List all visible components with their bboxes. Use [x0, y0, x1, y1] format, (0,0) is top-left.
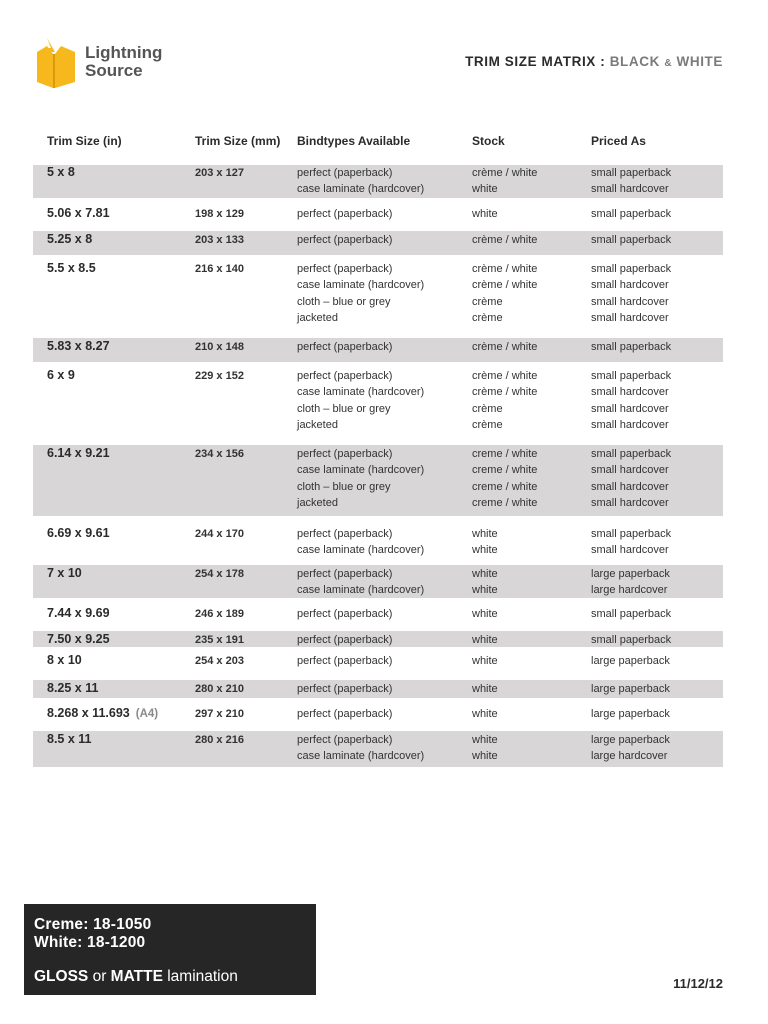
priced-as-cell	[591, 732, 670, 765]
priced-as-value: small hardcover	[591, 402, 669, 415]
priced-as-value: small hardcover	[591, 279, 669, 292]
table-row	[33, 255, 723, 338]
bindtype-value: perfect (paperback)	[297, 167, 393, 179]
bindtype-value: case laminate (hardcover)	[297, 464, 425, 477]
stock-value: creme / white	[472, 497, 538, 510]
logo-line-1: Lightning	[85, 43, 163, 62]
bindtype-value: perfect (paperback)	[297, 608, 393, 620]
table-row	[33, 231, 723, 255]
bindtype-value: perfect (paperback)	[297, 528, 393, 540]
trim-size-mm: 229 x 152	[195, 370, 244, 382]
matte-label: MATTE	[110, 968, 163, 985]
trim-size-in	[47, 680, 98, 696]
stock-value: crème	[472, 402, 503, 415]
trim-size-in	[47, 338, 110, 354]
priced-as-value: large hardcover	[591, 584, 668, 597]
document-date: 11/12/12	[673, 976, 723, 991]
title-amp: &	[664, 58, 673, 69]
stock-value: white	[472, 183, 498, 196]
trim-size-table	[33, 132, 723, 767]
trim-size-in	[47, 605, 110, 621]
trim-size-in	[47, 260, 96, 276]
stock-value: crème / white	[472, 167, 538, 179]
bindtype-cell	[297, 706, 392, 722]
bindtype-value: perfect (paperback)	[297, 683, 393, 695]
trim-size-mm: 297 x 210	[195, 708, 244, 720]
title-black: BLACK	[609, 54, 660, 69]
bindtype-value: perfect (paperback)	[297, 655, 393, 667]
logo-wordmark	[85, 44, 162, 80]
table-row	[33, 698, 723, 731]
trim-size-in-value: 6.14 x 9.21	[47, 446, 110, 460]
trim-size-in	[47, 205, 110, 221]
bindtype-cell	[297, 732, 424, 765]
table-row	[33, 647, 723, 680]
priced-as-value: small hardcover	[591, 386, 669, 399]
lightning-source-logo	[33, 36, 173, 90]
stock-info-box	[24, 904, 316, 995]
trim-size-mm: 254 x 203	[195, 655, 244, 667]
stock-value: white	[472, 528, 498, 540]
trim-size-in	[47, 367, 75, 383]
stock-cell	[472, 261, 537, 327]
bindtype-value: jacketed	[297, 497, 338, 510]
bindtype-value: perfect (paperback)	[297, 208, 393, 220]
column-header-trim-in: Trim Size (in)	[47, 134, 122, 148]
priced-as-value: small hardcover	[591, 419, 669, 432]
stock-value: white	[472, 568, 498, 580]
table-row	[33, 565, 723, 598]
bindtype-value: perfect (paperback)	[297, 370, 393, 382]
trim-size-mm: 280 x 210	[195, 683, 244, 695]
stock-cell	[472, 446, 537, 512]
trim-size-mm: 234 x 156	[195, 448, 244, 460]
table-row	[33, 516, 723, 565]
bindtype-cell	[297, 526, 424, 559]
priced-as-value: small hardcover	[591, 183, 669, 196]
bindtype-value: case laminate (hardcover)	[297, 584, 425, 597]
stock-value: white	[472, 708, 498, 720]
bindtype-value: perfect (paperback)	[297, 568, 393, 580]
priced-as-value: large paperback	[591, 655, 670, 667]
trim-size-in	[47, 525, 110, 541]
trim-size-in	[47, 231, 92, 247]
bindtype-value: perfect (paperback)	[297, 708, 393, 720]
priced-as-value: small hardcover	[591, 480, 669, 493]
priced-as-cell	[591, 566, 670, 599]
bindtype-cell	[297, 653, 392, 669]
trim-size-in-value: 7.44 x 9.69	[47, 606, 110, 620]
priced-as-cell	[591, 261, 671, 327]
priced-as-cell	[591, 526, 671, 559]
priced-as-value: small hardcover	[591, 464, 669, 477]
priced-as-value: small paperback	[591, 167, 672, 179]
trim-size-mm: 198 x 129	[195, 208, 244, 220]
stock-cell	[472, 232, 537, 248]
stock-value: creme / white	[472, 480, 538, 493]
lamination-note	[34, 968, 306, 986]
bindtype-value: case laminate (hardcover)	[297, 544, 425, 557]
trim-size-in-value: 5 x 8	[47, 165, 75, 179]
creme-code: Creme: 18-1050	[34, 916, 152, 933]
trim-size-in-value: 8 x 10	[47, 653, 82, 667]
bindtype-value: perfect (paperback)	[297, 634, 393, 646]
priced-as-value: large hardcover	[591, 750, 668, 763]
stock-cell	[472, 566, 498, 599]
table-row	[33, 598, 723, 631]
bindtype-cell	[297, 681, 392, 697]
bindtype-value: cloth – blue or grey	[297, 480, 391, 493]
trim-size-in-value: 5.06 x 7.81	[47, 206, 110, 220]
priced-as-cell	[591, 706, 670, 722]
trim-size-in-value: 6.69 x 9.61	[47, 526, 110, 540]
table-row	[33, 445, 723, 516]
priced-as-cell	[591, 606, 671, 622]
stock-cell	[472, 368, 537, 434]
priced-as-value: small hardcover	[591, 544, 669, 557]
bindtype-cell	[297, 446, 424, 512]
gloss-label: GLOSS	[34, 968, 89, 985]
stock-value: creme / white	[472, 448, 538, 460]
stock-cell	[472, 206, 498, 222]
trim-size-in-value: 5.25 x 8	[47, 232, 93, 246]
priced-as-value: small paperback	[591, 370, 672, 382]
priced-as-value: small paperback	[591, 263, 672, 275]
logo-line-2: Source	[85, 61, 143, 80]
trim-size-in	[47, 445, 110, 461]
trim-size-mm: 246 x 189	[195, 608, 244, 620]
priced-as-value: small paperback	[591, 208, 672, 220]
stock-cell	[472, 681, 498, 697]
priced-as-cell	[591, 165, 671, 198]
lamination-label: lamination	[162, 968, 238, 985]
table-row	[33, 631, 723, 647]
bindtype-value: case laminate (hardcover)	[297, 279, 425, 292]
document-title	[465, 54, 723, 69]
trim-size-in-value: 8.25 x 11	[47, 681, 99, 695]
stock-value: crème	[472, 295, 503, 308]
stock-value: crème	[472, 312, 503, 325]
priced-as-value: small hardcover	[591, 312, 669, 325]
title-white: WHITE	[676, 54, 723, 69]
trim-size-in-value: 7 x 10	[47, 566, 82, 580]
bindtype-value: perfect (paperback)	[297, 734, 393, 746]
priced-as-cell	[591, 632, 671, 648]
column-header-stock: Stock	[472, 134, 505, 148]
stock-value: crème / white	[472, 234, 538, 246]
trim-size-in	[47, 565, 82, 581]
priced-as-value: large paperback	[591, 734, 670, 746]
priced-as-cell	[591, 368, 671, 434]
stock-value: crème / white	[472, 370, 538, 382]
bindtype-cell	[297, 165, 424, 198]
trim-size-in-value: 8.5 x 11	[47, 732, 92, 746]
bindtype-value: case laminate (hardcover)	[297, 750, 425, 763]
stock-value: white	[472, 655, 498, 667]
stock-value: white	[472, 584, 498, 597]
trim-size-in-value: 7.50 x 9.25	[47, 632, 110, 646]
priced-as-value: large paperback	[591, 683, 670, 695]
trim-size-in	[47, 705, 158, 722]
bindtype-value: cloth – blue or grey	[297, 402, 391, 415]
bindtype-value: jacketed	[297, 312, 338, 325]
priced-as-value: large paperback	[591, 708, 670, 720]
trim-size-in	[47, 164, 75, 180]
stock-value: white	[472, 734, 498, 746]
bindtype-cell	[297, 339, 392, 355]
lightning-book-icon	[33, 36, 79, 90]
priced-as-value: small paperback	[591, 528, 672, 540]
table-body	[33, 165, 723, 767]
priced-as-cell	[591, 206, 671, 222]
trim-size-in	[47, 652, 82, 668]
stock-cell	[472, 653, 498, 669]
stock-cell	[472, 339, 537, 355]
trim-size-mm: 244 x 170	[195, 528, 244, 540]
trim-size-in	[47, 631, 110, 647]
trim-size-in	[47, 731, 92, 747]
trim-size-in-value: 5.5 x 8.5	[47, 261, 96, 275]
priced-as-value: small hardcover	[591, 497, 669, 510]
priced-as-value: small paperback	[591, 448, 672, 460]
priced-as-value: small hardcover	[591, 295, 669, 308]
title-main: TRIM SIZE MATRIX :	[465, 54, 610, 69]
priced-as-cell	[591, 339, 671, 355]
stock-value: white	[472, 634, 498, 646]
column-header-priced-as: Priced As	[591, 134, 646, 148]
priced-as-cell	[591, 681, 670, 697]
bindtype-cell	[297, 606, 392, 622]
priced-as-cell	[591, 653, 670, 669]
column-header-trim-mm: Trim Size (mm)	[195, 134, 281, 148]
stock-value: white	[472, 208, 498, 220]
table-row	[33, 362, 723, 445]
bindtype-cell	[297, 632, 392, 648]
table-row	[33, 680, 723, 698]
priced-as-value: small paperback	[591, 634, 672, 646]
table-row	[33, 731, 723, 767]
stock-value: white	[472, 750, 498, 763]
table-row	[33, 165, 723, 198]
bindtype-cell	[297, 206, 392, 222]
trim-size-mm: 203 x 133	[195, 234, 244, 246]
trim-size-mm: 254 x 178	[195, 568, 244, 580]
trim-size-in-value: 8.268 x 11.693	[47, 706, 130, 720]
priced-as-cell	[591, 232, 671, 248]
bindtype-value: perfect (paperback)	[297, 263, 393, 275]
stock-value: crème	[472, 419, 503, 432]
bindtype-cell	[297, 368, 424, 434]
stock-value: creme / white	[472, 464, 538, 477]
white-code: White: 18-1200	[34, 934, 146, 951]
stock-value: white	[472, 608, 498, 620]
stock-cell	[472, 706, 498, 722]
priced-as-value: small paperback	[591, 234, 672, 246]
bindtype-value: perfect (paperback)	[297, 234, 393, 246]
column-header-bindtypes: Bindtypes Available	[297, 134, 411, 148]
stock-value: crème / white	[472, 386, 538, 399]
bindtype-value: perfect (paperback)	[297, 341, 393, 353]
stock-cell	[472, 526, 498, 559]
stock-cell	[472, 165, 537, 198]
stock-value: white	[472, 544, 498, 557]
bindtype-cell	[297, 232, 392, 248]
bindtype-value: perfect (paperback)	[297, 448, 393, 460]
stock-value: crème / white	[472, 279, 538, 292]
bindtype-value: cloth – blue or grey	[297, 295, 391, 308]
bindtype-cell	[297, 261, 424, 327]
trim-size-in-value: 5.83 x 8.27	[47, 339, 110, 353]
stock-cell	[472, 632, 498, 648]
table-header	[33, 132, 723, 165]
stock-value: crème / white	[472, 263, 538, 275]
trim-size-mm: 210 x 148	[195, 341, 244, 353]
stock-value: crème / white	[472, 341, 538, 353]
priced-as-value: small paperback	[591, 341, 672, 353]
trim-size-mm: 280 x 216	[195, 734, 244, 746]
trim-size-mm: 216 x 140	[195, 263, 244, 275]
trim-size-mm: 235 x 191	[195, 634, 244, 646]
priced-as-value: small paperback	[591, 608, 672, 620]
stock-cell	[472, 732, 498, 765]
priced-as-value: large paperback	[591, 568, 670, 580]
table-row	[33, 338, 723, 362]
trim-size-mm: 203 x 127	[195, 167, 244, 179]
trim-size-in-value: 6 x 9	[47, 368, 75, 382]
table-row	[33, 198, 723, 231]
stock-cell	[472, 606, 498, 622]
trim-size-note: (A4)	[135, 708, 159, 720]
bindtype-cell	[297, 566, 424, 599]
stock-value: white	[472, 683, 498, 695]
bindtype-value: case laminate (hardcover)	[297, 183, 425, 196]
or-label: or	[88, 968, 111, 985]
bindtype-value: jacketed	[297, 419, 338, 432]
bindtype-value: case laminate (hardcover)	[297, 386, 425, 399]
priced-as-cell	[591, 446, 671, 512]
